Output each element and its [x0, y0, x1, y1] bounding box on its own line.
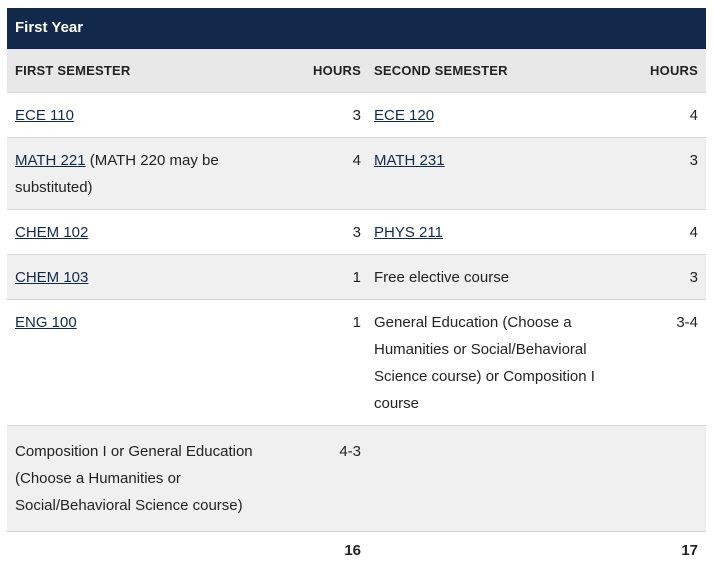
- hours-cell: 3: [689, 151, 698, 169]
- first-semester-course: [7, 209, 297, 254]
- course-link-phys211[interactable]: PHYS 211: [374, 223, 443, 241]
- total-hours-second: 17: [681, 541, 698, 559]
- hours-cell: 4: [352, 151, 361, 169]
- course-link-ece110[interactable]: ECE 110: [15, 106, 74, 124]
- table-row: [7, 209, 706, 254]
- header-hours-1: HOURS: [313, 63, 361, 78]
- first-semester-course: Composition I or General Education (Choose a Humanities or Social/Behavioral Science course): [15, 442, 253, 514]
- total-hours-first: 16: [344, 541, 361, 559]
- first-semester-course: [7, 299, 297, 425]
- curriculum-table: [7, 49, 706, 572]
- hours-cell: 3-4: [676, 313, 698, 331]
- totals-row: [7, 531, 706, 572]
- totals-spacer: [7, 531, 297, 572]
- course-note: (MATH 220 may be substituted): [15, 151, 219, 196]
- hours-cell: 4: [689, 223, 698, 241]
- table-header-row: [7, 49, 706, 92]
- second-semester-course: [367, 425, 627, 531]
- hours-cell: 3: [352, 223, 361, 241]
- table-row: [7, 137, 706, 209]
- hours-cell: 3: [352, 106, 361, 124]
- hours-cell: 1: [352, 268, 361, 286]
- second-semester-course: Free elective course: [374, 268, 510, 286]
- first-semester-course: [7, 137, 297, 209]
- year-title: First Year: [7, 8, 706, 49]
- second-semester-course: [367, 92, 627, 137]
- course-link-eng100[interactable]: ENG 100: [15, 313, 77, 331]
- hours-cell: 4: [689, 106, 698, 124]
- totals-spacer: [367, 531, 627, 572]
- first-semester-course: [7, 254, 297, 299]
- hours-cell: 1: [352, 313, 361, 331]
- course-link-ece120[interactable]: ECE 120: [374, 106, 435, 124]
- course-link-math231[interactable]: MATH 231: [374, 151, 445, 169]
- course-link-math221[interactable]: MATH 221: [15, 151, 86, 169]
- table-row: [7, 254, 706, 299]
- hours-cell: 3: [689, 268, 698, 286]
- table-row: [7, 425, 706, 531]
- hours-cell: 4-3: [339, 442, 361, 460]
- first-semester-course: [7, 92, 297, 137]
- course-link-chem102[interactable]: CHEM 102: [15, 223, 89, 241]
- curriculum-table-container: [7, 8, 706, 572]
- header-second-semester: SECOND SEMESTER: [374, 63, 508, 78]
- hours-cell: [627, 425, 706, 531]
- table-row: [7, 92, 706, 137]
- second-semester-course: [367, 209, 627, 254]
- table-row: [7, 299, 706, 425]
- header-hours-2: HOURS: [650, 63, 698, 78]
- header-first-semester: FIRST SEMESTER: [15, 63, 131, 78]
- second-semester-course: General Education (Choose a Humanities or Social/Behavioral Science course) or Composition I course: [374, 313, 595, 412]
- second-semester-course: [367, 137, 627, 209]
- course-link-chem103[interactable]: CHEM 103: [15, 268, 89, 286]
